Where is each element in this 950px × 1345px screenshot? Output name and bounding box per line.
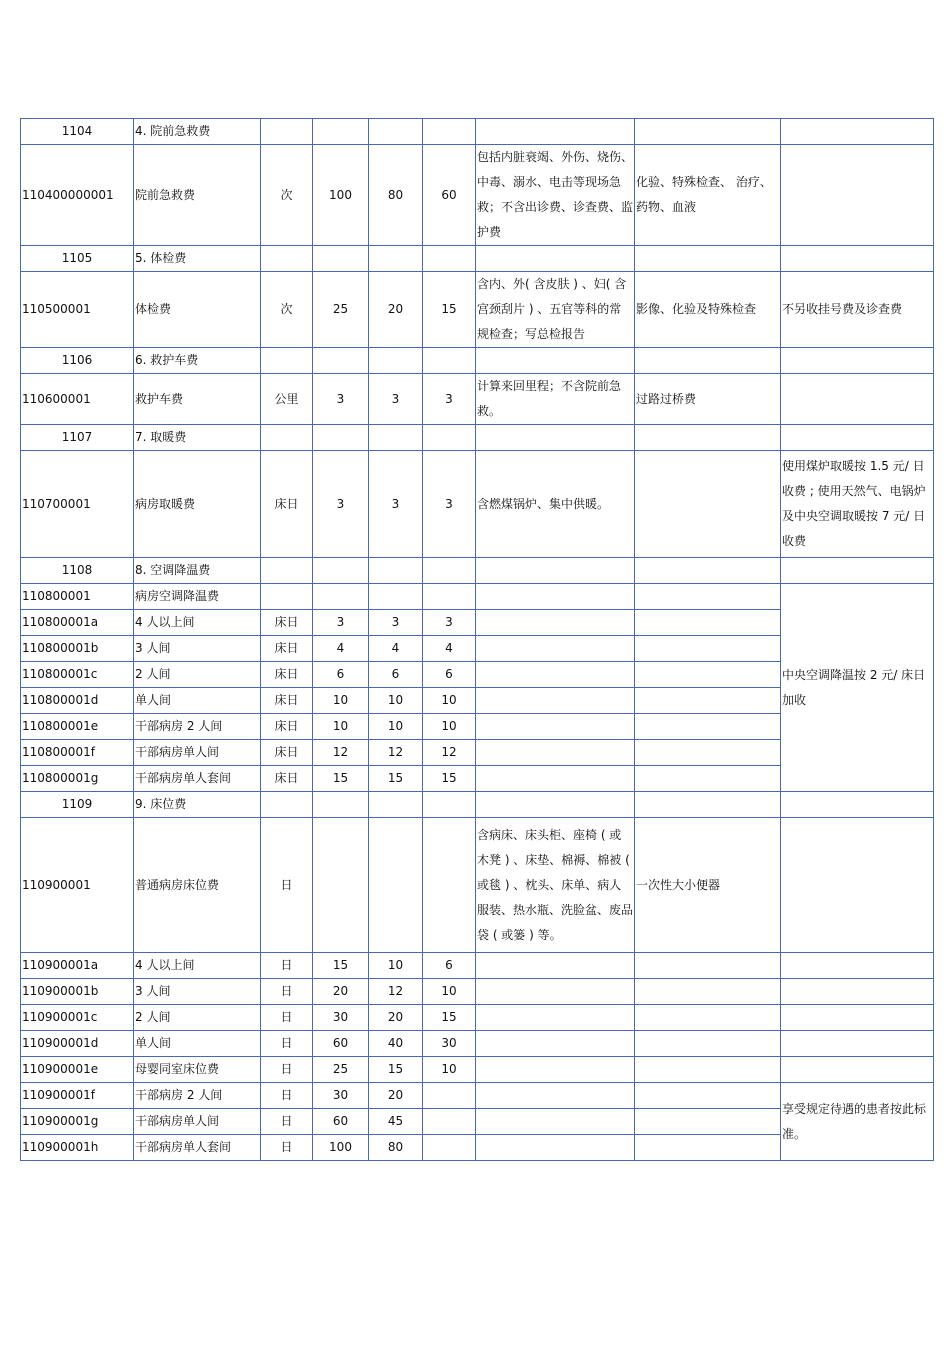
item-code-cell: 110900001h (21, 1135, 134, 1161)
item-code-cell: 110400000001 (21, 145, 134, 246)
unit-cell: 日 (261, 818, 313, 953)
price-level-2-cell: 20 (369, 1083, 423, 1109)
category-name-cell: 7. 取暖费 (134, 425, 261, 451)
price-level-1-cell: 15 (313, 953, 369, 979)
price-level-1-cell: 60 (313, 1109, 369, 1135)
empty-cell (476, 425, 635, 451)
price-level-2-cell: 45 (369, 1109, 423, 1135)
category-row (21, 119, 934, 145)
exclusion-cell (635, 451, 781, 558)
empty-cell (476, 558, 635, 584)
unit-cell: 次 (261, 272, 313, 348)
item-code-cell: 110900001a (21, 953, 134, 979)
exclusion-cell (635, 636, 781, 662)
price-level-2-cell (369, 818, 423, 953)
item-name-cell: 病房取暖费 (134, 451, 261, 558)
price-level-3-cell (423, 818, 476, 953)
exclusion-cell (635, 766, 781, 792)
price-level-2-cell: 20 (369, 1005, 423, 1031)
exclusion-cell (635, 1057, 781, 1083)
unit-cell: 床日 (261, 610, 313, 636)
item-code-cell: 110900001g (21, 1109, 134, 1135)
content-cell (476, 1109, 635, 1135)
price-level-3-cell (423, 1109, 476, 1135)
price-level-3-cell: 3 (423, 610, 476, 636)
price-level-2-cell: 10 (369, 714, 423, 740)
category-name-cell: 9. 床位费 (134, 792, 261, 818)
price-level-1-cell: 15 (313, 766, 369, 792)
empty-cell (423, 792, 476, 818)
note-cell (781, 425, 934, 451)
empty-cell (369, 425, 423, 451)
empty-cell (423, 425, 476, 451)
category-name-cell: 4. 院前急救费 (134, 119, 261, 145)
content-cell (476, 979, 635, 1005)
unit-cell: 日 (261, 1005, 313, 1031)
price-level-3-cell: 60 (423, 145, 476, 246)
exclusion-cell: 过路过桥费 (635, 374, 781, 425)
item-name-cell: 干部病房单人套间 (134, 1135, 261, 1161)
content-cell (476, 766, 635, 792)
unit-cell: 日 (261, 1057, 313, 1083)
price-level-3-cell: 15 (423, 1005, 476, 1031)
price-level-1-cell: 25 (313, 1057, 369, 1083)
note-cell (781, 818, 934, 953)
exclusion-cell (635, 1083, 781, 1109)
table-row (21, 818, 934, 953)
note-cell (781, 145, 934, 246)
item-code-cell: 110800001g (21, 766, 134, 792)
note-cell (781, 1031, 934, 1057)
note-cell (781, 119, 934, 145)
price-level-1-cell: 100 (313, 145, 369, 246)
category-name-cell: 6. 救护车费 (134, 348, 261, 374)
category-row (21, 246, 934, 272)
price-level-2-cell: 80 (369, 1135, 423, 1161)
price-level-1-cell: 6 (313, 662, 369, 688)
exclusion-cell (635, 688, 781, 714)
item-name-cell: 干部病房单人间 (134, 1109, 261, 1135)
price-level-1-cell: 20 (313, 979, 369, 1005)
unit-cell: 日 (261, 953, 313, 979)
price-level-1-cell: 3 (313, 451, 369, 558)
price-level-2-cell: 10 (369, 953, 423, 979)
exclusion-cell: 一次性大小便器 (635, 818, 781, 953)
price-level-1-cell (313, 818, 369, 953)
note-cell (781, 1057, 934, 1083)
item-name-cell: 单人间 (134, 688, 261, 714)
price-level-3-cell: 30 (423, 1031, 476, 1057)
price-level-1-cell: 12 (313, 740, 369, 766)
price-level-3-cell: 12 (423, 740, 476, 766)
price-level-2-cell: 80 (369, 145, 423, 246)
item-code-cell: 110900001e (21, 1057, 134, 1083)
table-row (21, 272, 934, 348)
price-level-1-cell: 3 (313, 374, 369, 425)
exclusion-cell (635, 1005, 781, 1031)
price-level-3-cell: 10 (423, 979, 476, 1005)
price-level-3-cell: 3 (423, 374, 476, 425)
empty-cell (476, 119, 635, 145)
content-cell (476, 584, 635, 610)
empty-cell (635, 119, 781, 145)
price-level-2-cell: 12 (369, 740, 423, 766)
content-cell (476, 688, 635, 714)
price-level-1-cell: 100 (313, 1135, 369, 1161)
price-level-2-cell: 10 (369, 688, 423, 714)
item-name-cell: 病房空调降温费 (134, 584, 261, 610)
content-cell: 含内、外( 含皮肤 ) 、妇( 含宫颈刮片 ) 、五官等科的常规检查；写总检报告 (476, 272, 635, 348)
exclusion-cell: 化验、特殊检查、 治疗、药物、血液 (635, 145, 781, 246)
note-cell (781, 1005, 934, 1031)
category-code-cell: 1106 (21, 348, 134, 374)
unit-cell: 床日 (261, 451, 313, 558)
item-code-cell: 110800001f (21, 740, 134, 766)
category-code-cell: 1109 (21, 792, 134, 818)
content-cell (476, 662, 635, 688)
item-code-cell: 110500001 (21, 272, 134, 348)
content-cell: 计算来回里程；不含院前急救。 (476, 374, 635, 425)
content-cell (476, 714, 635, 740)
unit-cell: 日 (261, 979, 313, 1005)
price-level-3-cell: 4 (423, 636, 476, 662)
price-level-2-cell: 3 (369, 374, 423, 425)
price-level-3-cell: 3 (423, 451, 476, 558)
category-row (21, 792, 934, 818)
item-code-cell: 110800001 (21, 584, 134, 610)
price-level-1-cell (313, 584, 369, 610)
empty-cell (261, 246, 313, 272)
table-row (21, 1005, 934, 1031)
note-cell (781, 246, 934, 272)
empty-cell (313, 558, 369, 584)
table-row (21, 374, 934, 425)
price-level-1-cell: 10 (313, 688, 369, 714)
price-level-2-cell: 15 (369, 766, 423, 792)
price-level-1-cell: 3 (313, 610, 369, 636)
empty-cell (369, 119, 423, 145)
item-name-cell: 体检费 (134, 272, 261, 348)
note-cell (781, 979, 934, 1005)
unit-cell: 床日 (261, 740, 313, 766)
price-level-2-cell: 4 (369, 636, 423, 662)
category-name-cell: 5. 体检费 (134, 246, 261, 272)
content-cell (476, 1057, 635, 1083)
empty-cell (369, 792, 423, 818)
item-code-cell: 110900001d (21, 1031, 134, 1057)
exclusion-cell (635, 714, 781, 740)
unit-cell: 床日 (261, 662, 313, 688)
table-row (21, 584, 934, 610)
table-row (21, 145, 934, 246)
item-code-cell: 110800001b (21, 636, 134, 662)
category-name-cell: 8. 空调降温费 (134, 558, 261, 584)
empty-cell (476, 792, 635, 818)
empty-cell (423, 246, 476, 272)
exclusion-cell (635, 1109, 781, 1135)
price-level-1-cell: 30 (313, 1005, 369, 1031)
exclusion-cell: 影像、化验及特殊检查 (635, 272, 781, 348)
empty-cell (313, 792, 369, 818)
price-level-3-cell: 10 (423, 688, 476, 714)
price-level-1-cell: 10 (313, 714, 369, 740)
item-name-cell: 单人间 (134, 1031, 261, 1057)
fee-table-body (21, 119, 934, 1161)
exclusion-cell (635, 662, 781, 688)
note-cell (781, 953, 934, 979)
price-level-3-cell: 15 (423, 766, 476, 792)
item-name-cell: 2 人间 (134, 1005, 261, 1031)
item-code-cell: 110900001 (21, 818, 134, 953)
category-code-cell: 1108 (21, 558, 134, 584)
unit-cell: 日 (261, 1109, 313, 1135)
content-cell (476, 1083, 635, 1109)
table-row (21, 953, 934, 979)
price-level-3-cell (423, 1083, 476, 1109)
table-row (21, 451, 934, 558)
empty-cell (313, 348, 369, 374)
category-row (21, 558, 934, 584)
empty-cell (313, 246, 369, 272)
empty-cell (635, 792, 781, 818)
unit-cell: 公里 (261, 374, 313, 425)
empty-cell (369, 558, 423, 584)
price-level-2-cell: 3 (369, 610, 423, 636)
price-level-3-cell (423, 1135, 476, 1161)
price-level-2-cell: 15 (369, 1057, 423, 1083)
price-level-2-cell: 6 (369, 662, 423, 688)
note-cell (781, 374, 934, 425)
item-name-cell: 干部病房 2 人间 (134, 1083, 261, 1109)
price-level-3-cell: 15 (423, 272, 476, 348)
empty-cell (423, 119, 476, 145)
empty-cell (635, 246, 781, 272)
category-code-cell: 1107 (21, 425, 134, 451)
exclusion-cell (635, 584, 781, 610)
note-cell: 不另收挂号费及诊查费 (781, 272, 934, 348)
price-level-2-cell (369, 584, 423, 610)
item-name-cell: 干部病房单人套间 (134, 766, 261, 792)
fee-table (20, 118, 934, 1161)
empty-cell (635, 348, 781, 374)
item-code-cell: 110600001 (21, 374, 134, 425)
content-cell: 包括内脏衰竭、外伤、烧伤、中毒、溺水、电击等现场急救；不含出诊费、诊查费、监护费 (476, 145, 635, 246)
price-level-3-cell: 10 (423, 1057, 476, 1083)
price-level-3-cell: 6 (423, 953, 476, 979)
content-cell (476, 636, 635, 662)
item-code-cell: 110800001d (21, 688, 134, 714)
item-name-cell: 干部病房单人间 (134, 740, 261, 766)
price-level-2-cell: 3 (369, 451, 423, 558)
unit-cell: 日 (261, 1031, 313, 1057)
item-name-cell: 4 人以上间 (134, 610, 261, 636)
price-level-1-cell: 25 (313, 272, 369, 348)
category-row (21, 425, 934, 451)
unit-cell: 床日 (261, 766, 313, 792)
category-code-cell: 1104 (21, 119, 134, 145)
empty-cell (423, 558, 476, 584)
price-level-2-cell: 12 (369, 979, 423, 1005)
unit-cell: 次 (261, 145, 313, 246)
unit-cell (261, 584, 313, 610)
price-level-2-cell: 20 (369, 272, 423, 348)
table-row (21, 1083, 934, 1109)
exclusion-cell (635, 1135, 781, 1161)
price-level-1-cell: 60 (313, 1031, 369, 1057)
item-name-cell: 救护车费 (134, 374, 261, 425)
note-cell (781, 348, 934, 374)
exclusion-cell (635, 1031, 781, 1057)
content-cell (476, 610, 635, 636)
item-name-cell: 3 人间 (134, 636, 261, 662)
price-level-1-cell: 4 (313, 636, 369, 662)
unit-cell: 日 (261, 1083, 313, 1109)
price-level-1-cell: 30 (313, 1083, 369, 1109)
empty-cell (261, 558, 313, 584)
item-code-cell: 110900001c (21, 1005, 134, 1031)
content-cell (476, 1135, 635, 1161)
content-cell (476, 740, 635, 766)
empty-cell (261, 425, 313, 451)
empty-cell (476, 348, 635, 374)
table-row (21, 1031, 934, 1057)
item-code-cell: 110800001e (21, 714, 134, 740)
unit-cell: 日 (261, 1135, 313, 1161)
item-code-cell: 110900001f (21, 1083, 134, 1109)
category-code-cell: 1105 (21, 246, 134, 272)
content-cell: 含病床、床头柜、座椅 ( 或木凳 ) 、床垫、棉褥、棉被 ( 或毯 ) 、枕头、床单、病人服装、热水瓶、洗脸盆、废品袋 ( 或篓 ) 等。 (476, 818, 635, 953)
item-name-cell: 母婴同室床位费 (134, 1057, 261, 1083)
content-cell (476, 953, 635, 979)
empty-cell (313, 425, 369, 451)
item-name-cell: 干部病房 2 人间 (134, 714, 261, 740)
empty-cell (476, 246, 635, 272)
content-cell (476, 1005, 635, 1031)
empty-cell (261, 119, 313, 145)
note-cell: 使用煤炉取暖按 1.5 元/ 日收费 ; 使用天然气、电锅炉及中央空调取暖按 7 元/ 日收费 (781, 451, 934, 558)
content-cell (476, 1031, 635, 1057)
table-row (21, 1057, 934, 1083)
unit-cell: 床日 (261, 714, 313, 740)
price-level-3-cell (423, 584, 476, 610)
empty-cell (369, 348, 423, 374)
note-cell: 中央空调降温按 2 元/ 床日加收 (781, 584, 934, 792)
item-name-cell: 普通病房床位费 (134, 818, 261, 953)
exclusion-cell (635, 610, 781, 636)
empty-cell (635, 425, 781, 451)
price-level-2-cell: 40 (369, 1031, 423, 1057)
item-name-cell: 2 人间 (134, 662, 261, 688)
item-code-cell: 110900001b (21, 979, 134, 1005)
empty-cell (369, 246, 423, 272)
item-name-cell: 4 人以上间 (134, 953, 261, 979)
empty-cell (261, 792, 313, 818)
category-row (21, 348, 934, 374)
content-cell: 含燃煤锅炉、集中供暖。 (476, 451, 635, 558)
item-name-cell: 3 人间 (134, 979, 261, 1005)
price-level-3-cell: 6 (423, 662, 476, 688)
item-code-cell: 110700001 (21, 451, 134, 558)
exclusion-cell (635, 979, 781, 1005)
unit-cell: 床日 (261, 636, 313, 662)
empty-cell (635, 558, 781, 584)
empty-cell (423, 348, 476, 374)
note-cell (781, 558, 934, 584)
unit-cell: 床日 (261, 688, 313, 714)
table-row (21, 979, 934, 1005)
note-cell (781, 792, 934, 818)
item-code-cell: 110800001c (21, 662, 134, 688)
item-code-cell: 110800001a (21, 610, 134, 636)
empty-cell (313, 119, 369, 145)
exclusion-cell (635, 953, 781, 979)
price-level-3-cell: 10 (423, 714, 476, 740)
item-name-cell: 院前急救费 (134, 145, 261, 246)
exclusion-cell (635, 740, 781, 766)
note-cell: 享受规定待遇的患者按此标准。 (781, 1083, 934, 1161)
empty-cell (261, 348, 313, 374)
